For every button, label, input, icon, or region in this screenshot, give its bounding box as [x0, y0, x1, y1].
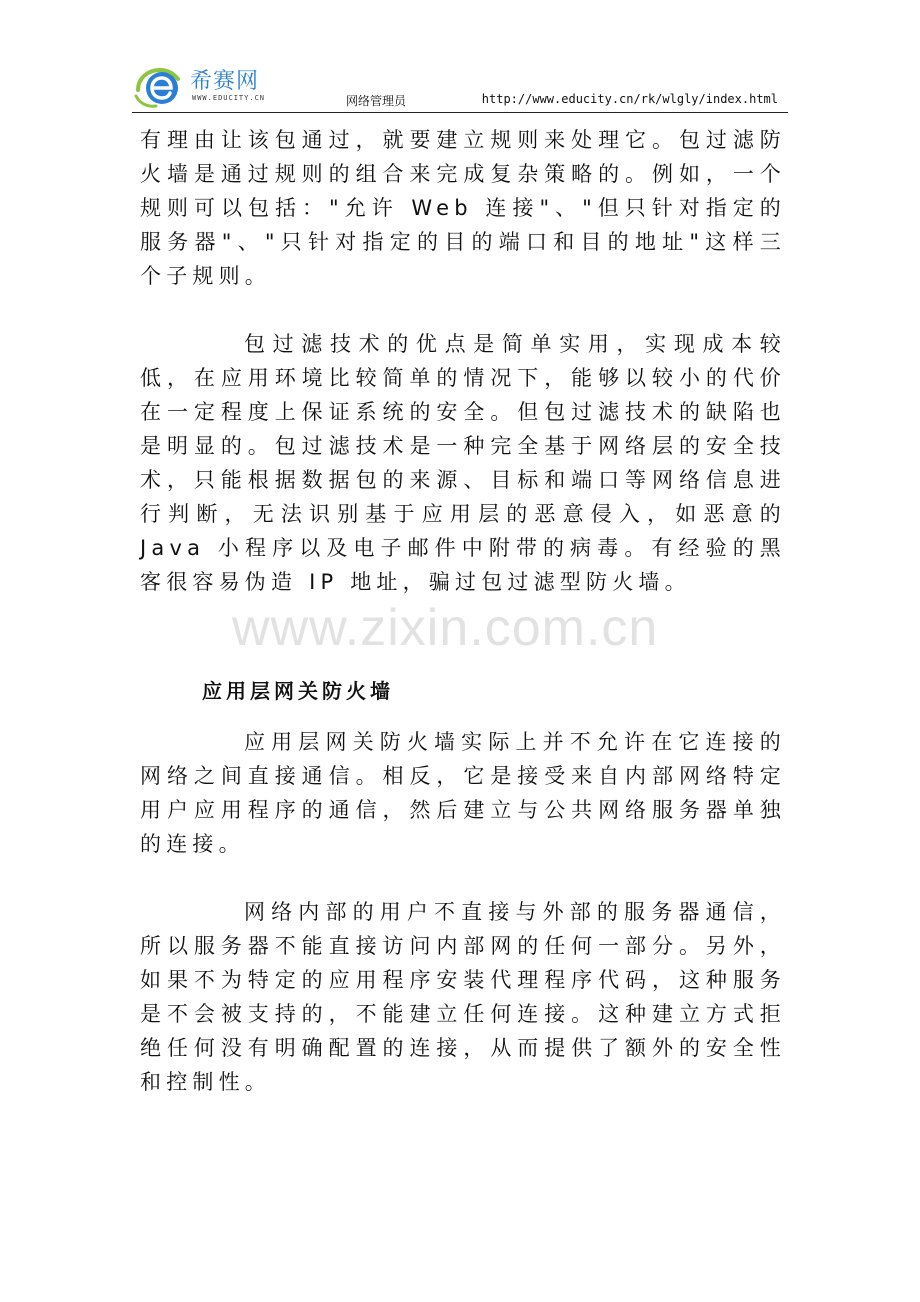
- header-url-link[interactable]: http://www.educity.cn/rk/wlgly/index.html: [481, 92, 778, 106]
- watermark: www.zixin.com.cn: [232, 599, 659, 657]
- paragraph-3: 应用层网关防火墙实际上并不允许在它连接的网络之间直接通信。相反，它是接受来自内部网络特定用户应用程序的通信，然后建立与公共网络服务器单独的连接。: [140, 730, 786, 856]
- educity-logo[interactable]: [134, 62, 284, 108]
- header-category: 网络管理员: [346, 94, 407, 108]
- paragraph-4: 网络内部的用户不直接与外部的服务器通信，所以服务器不能直接访问内部网的任何一部分。另外，如果不为特定的应用程序安装代理程序代码，这种服务是不会被支持的，不能建立任何连接。这种建立方式拒绝任何没有明确配置的连接，从而提供了额外的安全性和控制性。: [140, 900, 786, 1094]
- paragraph-2: 包过滤技术的优点是简单实用，实现成本较低，在应用环境比较简单的情况下，能够以较小的代价在一定程度上保证系统的安全。但包过滤技术的缺陷也是明显的。包过滤技术是一种完全基于网络层的安全技术，只能根据数据包的来源、目标和端口等网络信息进行判断，无法识别基于应用层的恶意侵入，如恶意的 Java 小程序以及电子邮件中附带的病毒。有经验的黑客很容易伪造 IP 地址，骗过包过滤型防火墙。: [140, 332, 786, 594]
- page-header: [132, 62, 788, 113]
- paragraph-1: 有理由让该包通过，就要建立规则来处理它。包过滤防火墙是通过规则的组合来完成复杂策略的。例如，一个规则可以包括："允许 Web 连接"、"但只针对指定的服务器"、"只针对指定的目的端口和目的地址"这样三个子规则。: [140, 128, 786, 288]
- document-body: [140, 120, 786, 1099]
- logo-url-text: WWW.EDUCITY.CN: [192, 94, 266, 102]
- logo-text: 希赛网: [190, 69, 260, 94]
- section-heading: 应用层网关防火墙: [202, 679, 394, 703]
- educity-e-logo-icon: [134, 66, 186, 108]
